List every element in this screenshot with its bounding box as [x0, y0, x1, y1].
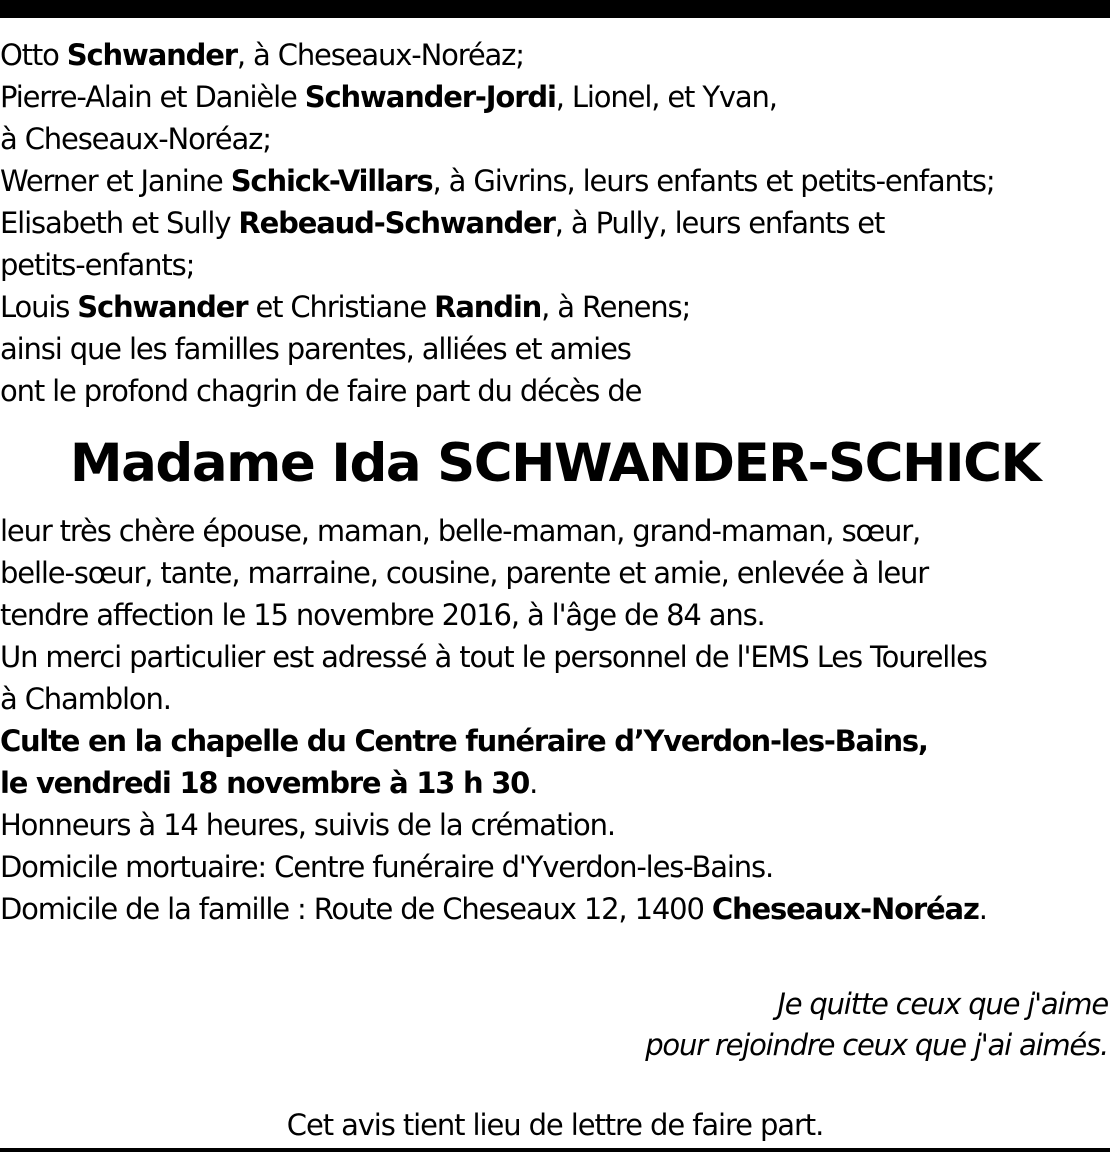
details-line: Domicile mortuaire: Centre funéraire d'Yverdon-les-Bains. — [0, 850, 774, 884]
spacer — [0, 1066, 1110, 1104]
body-line: Un merci particulier est adressé à tout le personnel de l'EMS Les Tourelles — [0, 640, 987, 674]
family-line: petits-enfants; — [0, 248, 195, 282]
body-line: leur très chère épouse, maman, belle-maman, grand-maman, sœur, — [0, 514, 921, 548]
intro-line: ainsi que les familles parentes, alliées et amies — [0, 332, 631, 366]
family-line: à Cheseaux-Noréaz; — [0, 122, 271, 156]
service-date-line: le vendredi 18 novembre à 13 h 30. — [0, 766, 538, 800]
closing-note: Cet avis tient lieu de lettre de faire part. — [286, 1108, 824, 1142]
family-line: Werner et Janine Schick-Villars, à Givrins, leurs enfants et petits-enfants; — [0, 164, 995, 198]
deceased-name: Madame Ida SCHWANDER-SCHICK — [69, 433, 1041, 494]
spacer — [0, 930, 1110, 984]
service-line: Culte en la chapelle du Centre funéraire d’Yverdon-les-Bains, — [0, 724, 928, 758]
family-line: Louis Schwander et Christiane Randin, à Renens; — [0, 290, 691, 324]
top-rule — [0, 0, 1110, 18]
family-line: Pierre-Alain et Danièle Schwander-Jordi, Lionel, et Yvan, — [0, 80, 777, 114]
body-line: à Chamblon. — [0, 682, 171, 716]
family-line: Elisabeth et Sully Rebeaud-Schwander, à Pully, leurs enfants et — [0, 206, 885, 240]
family-line: Otto Schwander, à Cheseaux-Noréaz; — [0, 38, 524, 72]
obituary-notice — [0, 34, 1110, 1146]
intro-line: ont le profond chagrin de faire part du décès de — [0, 374, 642, 408]
body-line: tendre affection le 15 novembre 2016, à l'âge de 84 ans. — [0, 598, 765, 632]
family-address-line: Domicile de la famille : Route de Cheseaux 12, 1400 Cheseaux-Noréaz. — [0, 892, 987, 926]
bottom-rule — [0, 1148, 1110, 1152]
body-line: belle-sœur, tante, marraine, cousine, parente et amie, enlevée à leur — [0, 556, 929, 590]
quote-line: Je quitte ceux que j'aime — [777, 987, 1108, 1021]
quote-line: pour rejoindre ceux que j'ai aimés. — [645, 1028, 1108, 1062]
details-line: Honneurs à 14 heures, suivis de la crémation. — [0, 808, 615, 842]
